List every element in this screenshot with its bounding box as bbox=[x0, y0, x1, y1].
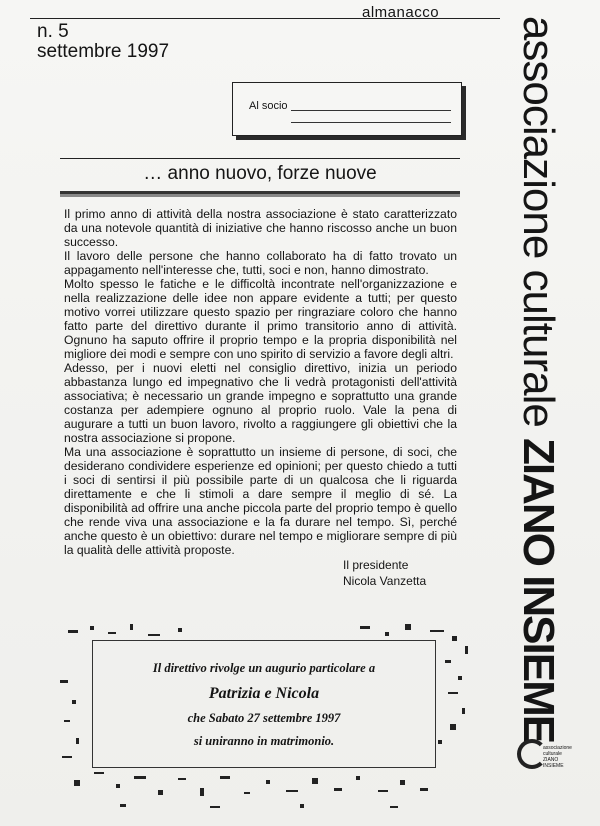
article-body bbox=[64, 207, 457, 557]
section-label: almanacco bbox=[362, 4, 440, 21]
signature-role: Il presidente bbox=[343, 558, 409, 572]
address-label: Al socio bbox=[249, 100, 288, 112]
logo-text: associazione culturale ZIANO INSIEME bbox=[543, 745, 572, 769]
announcement-names: Patrizia e Nicola bbox=[208, 685, 320, 702]
address-box bbox=[232, 82, 462, 136]
article-paragraph: Adesso, per i nuovi eletti nel consiglio direttivo, inizia un periodo abbastanza lungo ed impegnativo che li vedrà protagonisti dell'attività associativa; è necessario un grande impegno e soprattutto una grande costanza per adempiere ognuno al proprio ruolo. Vale la pena di augurare a tutti un buon lavoro, rivolto a raggiungere gli obiettivi che la nostra associazione si propone. bbox=[64, 361, 457, 445]
issue-date: settembre 1997 bbox=[37, 41, 170, 62]
address-line bbox=[291, 122, 451, 123]
masthead-title-bold: ZIANO INSIEME bbox=[514, 438, 563, 743]
masthead-title-regular: associazione culturale bbox=[514, 15, 563, 439]
article-paragraph: Ma una associazione è soprattutto un insieme di persone, di soci, che desiderano condividere esperienze ed opinioni; per questo chiedo a tutti i soci di sentirsi il più possibile parte di un qualcosa che li riguarda direttamente e che li stimoli a dare sempre il meglio di sé. La disponibilità ad offrire una anche piccola parte del proprio tempo è quello che rende viva una associazione e la fa durare nel tempo. Sì, perché anche questo è un obiettivo: durare nel tempo e migliorare sempre di più la qualità delle attività proposte. bbox=[64, 445, 457, 557]
article-headline: … anno nuovo, forze nuove bbox=[143, 163, 377, 184]
announcement-date: che Sabato 27 settembre 1997 bbox=[187, 711, 341, 725]
article-paragraph: Il primo anno di attività della nostra associazione è stato caratterizzato da una notevole quantità di iniziative che hanno riscosso anche un buon successo. bbox=[64, 207, 457, 249]
headline-bar bbox=[60, 158, 460, 194]
signature-block bbox=[343, 557, 426, 589]
issue-number: n. 5 bbox=[37, 21, 69, 42]
announcement-line4: si uniranno in matrimonio. bbox=[193, 734, 335, 748]
address-line bbox=[291, 110, 451, 111]
masthead-title bbox=[513, 16, 563, 742]
issue-info bbox=[37, 22, 169, 62]
signature-name: Nicola Vanzetta bbox=[343, 574, 427, 588]
announcement-line1: Il direttivo rivolge un augurio particolare a bbox=[152, 661, 376, 675]
announcement-frame bbox=[92, 640, 436, 768]
article-paragraph: Molto spesso le fatiche e le difficoltà incontrate nell'organizzazione e nella realizzazione delle idee non appare evidente a tutti; per questo motivo vorrei utilizzare questo spazio per ringraziare coloro che hanno fatto parte del direttivo durante il primo transitorio anno di attività. Ognuno ha saputo offrire il proprio tempo e la propria disponibilità nel migliore dei modi e sempre con uno spirito di servizio a favore degli altri. bbox=[64, 277, 457, 361]
article-paragraph: Il lavoro delle persone che hanno collaborato ha di fatto trovato un appagamento nell'interesse che, tutti, soci e non, hanno dimostrato. bbox=[64, 249, 457, 277]
masthead-vertical bbox=[505, 15, 571, 743]
association-logo bbox=[513, 735, 577, 781]
